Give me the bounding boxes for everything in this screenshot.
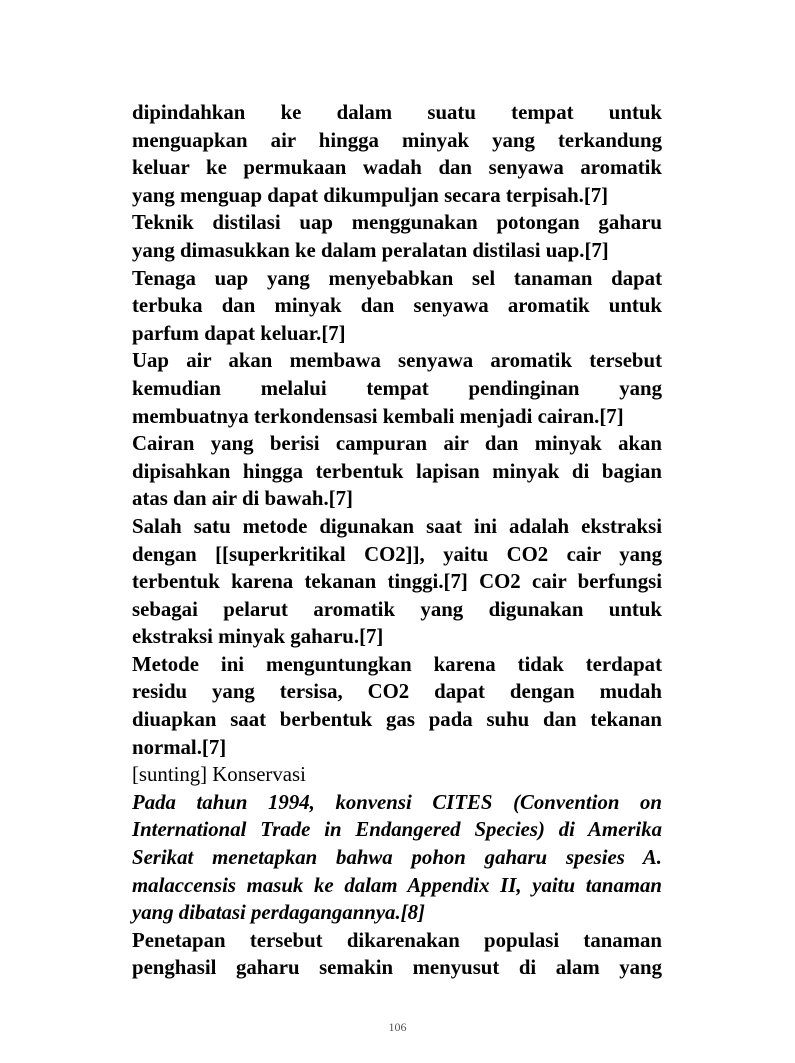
text-line: terbuka dan minyak dan senyawa aromatik untuk: [132, 294, 662, 318]
text-line: residu yang tersisa, CO2 dapat dengan mudah: [132, 680, 662, 704]
text-line: [sunting] Konservasi: [132, 763, 306, 787]
text-line: dipisahkan hingga terbentuk lapisan minyak di bagian: [132, 459, 662, 483]
body-text: [132, 99, 662, 982]
text-line: dengan [[superkritikal CO2]], yaitu CO2 cair yang: [132, 542, 662, 566]
text-line: Tenaga uap yang menyebabkan sel tanaman dapat: [132, 266, 662, 290]
text-line: kemudian melalui tempat pendinginan yang: [132, 376, 662, 400]
text-line: normal.[7]: [132, 735, 227, 759]
page-number: 106: [388, 1020, 407, 1034]
paragraph: [132, 99, 662, 209]
paragraph: [132, 651, 662, 761]
text-line: Serikat menetapkan bahwa pohon gaharu spesies A.: [132, 846, 662, 870]
paragraph: [132, 430, 662, 513]
text-line: yang dibatasi perdagangannya.[8]: [132, 901, 425, 925]
text-line: keluar ke permukaan wadah dan senyawa aromatik: [132, 156, 662, 180]
section-heading: [132, 761, 662, 789]
paragraph: [132, 927, 662, 982]
text-line: malaccensis masuk ke dalam Appendix II, yaitu tanaman: [132, 873, 662, 897]
paragraph: [132, 513, 662, 651]
paragraph: [132, 347, 662, 430]
text-line: membuatnya terkondensasi kembali menjadi cairan.[7]: [132, 404, 624, 428]
text-line: yang dimasukkan ke dalam peralatan distilasi uap.[7]: [132, 238, 609, 262]
text-line: International Trade in Endangered Species) di Amerika: [132, 818, 662, 842]
text-line: ekstraksi minyak gaharu.[7]: [132, 625, 384, 649]
text-line: Cairan yang berisi campuran air dan minyak akan: [132, 432, 662, 456]
text-line: dipindahkan ke dalam suatu tempat untuk: [132, 101, 662, 124]
text-line: terbentuk karena tekanan tinggi.[7] CO2 cair berfungsi: [132, 570, 662, 594]
text-line: menguapkan air hingga minyak yang terkandung: [132, 128, 662, 152]
paragraph: [132, 265, 662, 348]
text-line: Salah satu metode digunakan saat ini adalah ekstraksi: [132, 514, 662, 538]
text-line: Metode ini menguntungkan karena tidak terdapat: [132, 652, 662, 676]
text-line: parfum dapat keluar.[7]: [132, 321, 346, 345]
text-line: yang menguap dapat dikumpuljan secara terpisah.[7]: [132, 183, 609, 207]
text-line: diuapkan saat berbentuk gas pada suhu dan tekanan: [132, 708, 662, 732]
text-line: sebagai pelarut aromatik yang digunakan untuk: [132, 597, 662, 621]
paragraph: [132, 209, 662, 264]
text-line: Teknik distilasi uap menggunakan potongan gaharu: [132, 211, 662, 235]
text-line: atas dan air di bawah.[7]: [132, 487, 353, 511]
paragraph: [132, 789, 662, 927]
text-line: penghasil gaharu semakin menyusut di alam yang: [132, 956, 662, 980]
text-line: Uap air akan membawa senyawa aromatik tersebut: [132, 349, 662, 373]
text-line: Pada tahun 1994, konvensi CITES (Convention on: [132, 790, 662, 814]
text-line: Penetapan tersebut dikarenakan populasi tanaman: [132, 928, 662, 952]
